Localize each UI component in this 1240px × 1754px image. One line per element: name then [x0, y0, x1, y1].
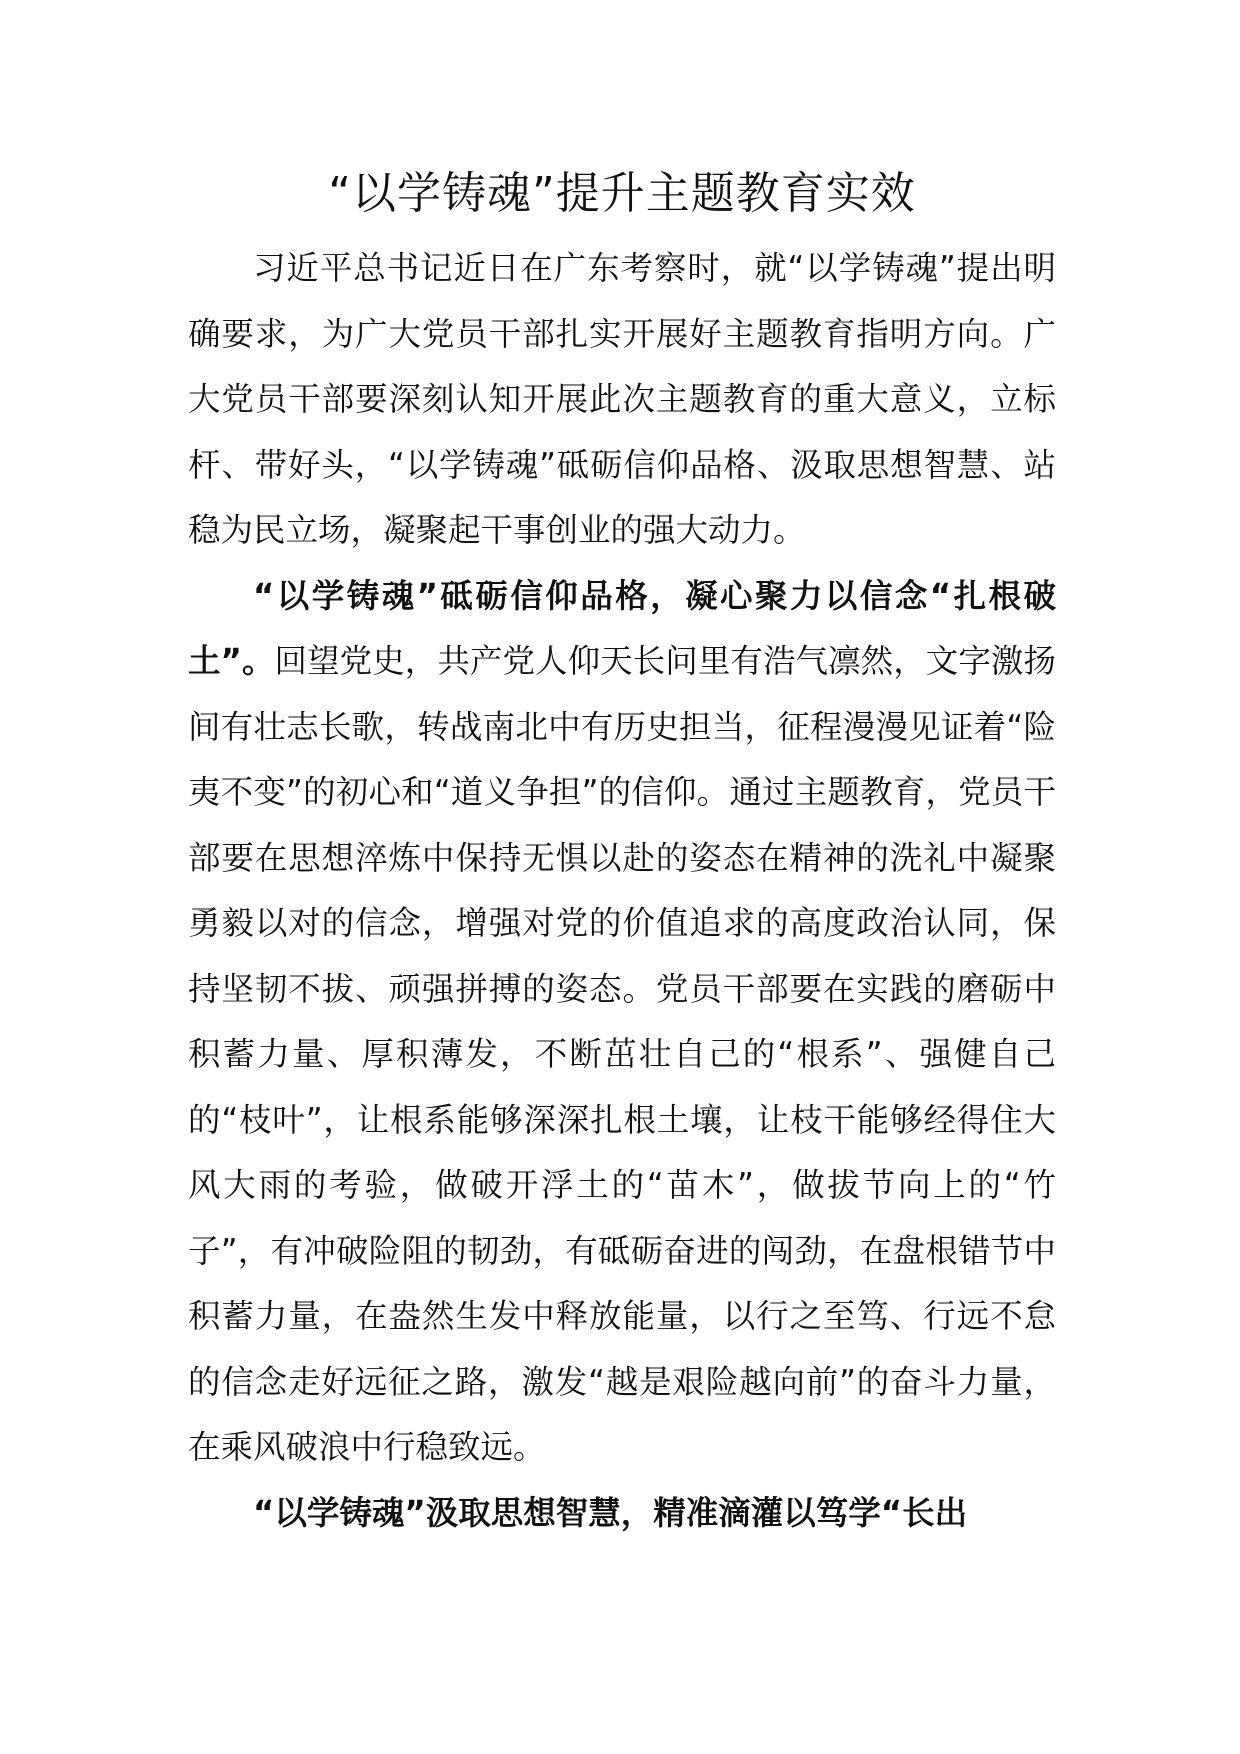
paragraph-text: 回望党史，共产党人仰天长问里有浩气凛然，文字激扬间有壮志长歌，转战南北中有历史担当，征程漫漫见证着“险夷不变”的初心和“道义争担”的信仰。通过主题教育，党员干部要在思想淬炼中保持无惧以赴的姿态在精神的洗礼中凝聚勇毅以对的信念，增强对党的价值追求的高度政治认同，保持坚韧不拔、顽强拼搏的姿态。党员干部要在实践的磨砺中积蓄力量、厚积薄发，不断茁壮自己的“根系”、强健自己的“枝叶”，让根系能够深深扎根土壤，让枝干能够经得住大风大雨的考验，做破开浮土的“苗木”，做拔节向上的“竹子”，有冲破险阻的韧劲，有砥砺奋进的闯劲，在盘根错节中积蓄力量，在盎然生发中释放能量，以行之至笃、行远不怠的信念走好远征之路，激发“越是艰险越向前”的奋斗力量，在乘风破浪中行稳致远。	[188, 642, 1056, 1466]
paragraph-lead-heading: “以学铸魂”汲取思想智慧，精准滴灌以笃学“长出	[253, 1493, 968, 1532]
document-page	[188, 166, 1056, 1546]
paragraph-intro	[188, 236, 1056, 564]
article-title: “以学铸魂”提升主题教育实效	[328, 168, 916, 219]
paragraph-lead-heading: “以学铸魂”砥砺信仰品格，凝心聚力以信念“扎根破土”。	[188, 576, 1056, 680]
paragraph-text: 习近平总书记近日在广东考察时，就“以学铸魂”提出明确要求，为广大党员干部扎实开展好主题教育指明方向。广大党员干部要深刻认知开展此次主题教育的重大意义，立标杆、带好头，“以学铸魂”砥砺信仰品格、汲取思想智慧、站稳为民立场，凝聚起干事创业的强大动力。	[188, 249, 1056, 549]
paragraph-faith	[188, 564, 1056, 1481]
paragraph-wisdom	[188, 1481, 1056, 1547]
